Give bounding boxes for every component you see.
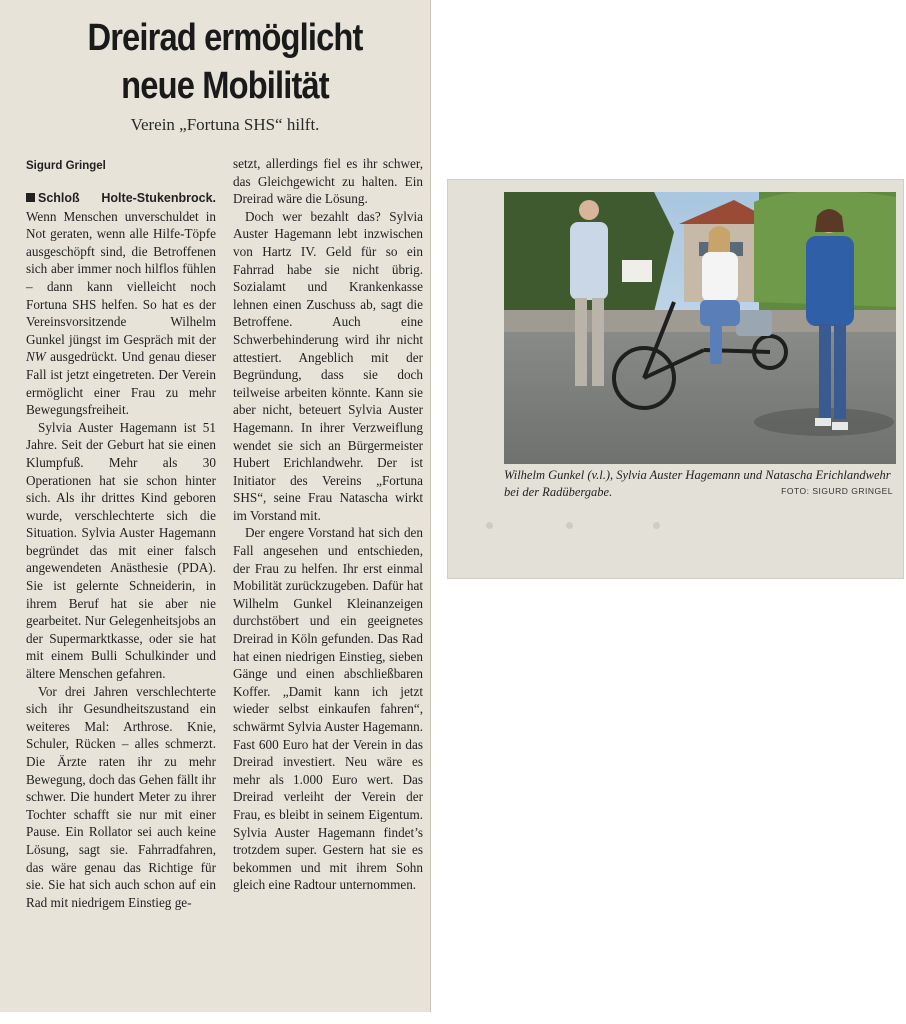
headline-line-1: Dreirad ermöglicht: [87, 17, 363, 59]
nw-abbreviation: NW: [26, 349, 46, 365]
paragraph-3-right: setzt, allerdings fiel es ihr schwer, das Gleichgewicht zu halten. Ein Dreirad wäre die Lösung.: [233, 156, 423, 207]
staple-hole: [653, 522, 660, 529]
headline-line-2: neue Mobilität: [121, 65, 329, 107]
article-column-left: [26, 189, 216, 911]
lead-paragraph: [26, 189, 216, 419]
dateline: Schloß Holte-Stukenbrock.: [38, 191, 216, 205]
photo-caption: Wilhelm Gunkel (v.l.), Sylvia Auster Hagemann und Natascha Erichlandwehr bei der Radübergabe.: [504, 468, 891, 499]
handover-photo-image: [504, 192, 896, 464]
lead-text-end: ausgedrückt. Und genau dieser Fall ist jetzt eingetreten. Der Verein ermöglicht einer Frau zu mehr Bewegungsfreiheit.: [26, 349, 217, 418]
staple-hole: [486, 522, 493, 529]
paragraph-5: Der engere Vorstand hat sich den Fall angesehen und entschieden, der Frau zu helfen. Ihr erst einmal Mobilität zurückzugeben. Dafür hat Wilhelm Gunkel Kleinanzeigen durchstöbert und ein geeignetes Dreirad in Köln gefunden. Das Rad hat einen niedrigen Einstieg, sieben Gänge und einen abschließbaren Koffer. „Damit kann ich jetzt wieder selbst einkaufen fahren“, schwärmt Sylvia Auster Hagemann. Fast 600 Euro hat der Verein in das Dreirad investiert. Neu wäre es mehr als 1.000 Euro wert. Das Dreirad verleiht der Verein der Frau, es bleibt in seinem Eigentum. Sylvia Auster Hagemann findet’s trotzdem super. Gestern hat sie es bekommen und mit ihrem Sohn gleich eine Radtour unternommen.: [233, 525, 423, 893]
paragraph-2: Sylvia Auster Hagemann ist 51 Jahre. Seit der Geburt hat sie einen Klumpfuß. Mehr als 30 Operationen hat sie schon hinter sich. Als ihr drittes Kind geboren wurde, verschlechterte sich die Situation. Sylvia Auster Hagemann begründet das mit einer falsch angewendeten Anästhesie (PDA). Sie ist gelernte Schneiderin, in ihrem Beruf hat sie aber nie gearbeitet. Nur Gelegenheitsjobs an der Supermarktkasse, oder sie hat mit einem Bulli Schulkinder und ältere Menschen gefahren.: [26, 419, 216, 682]
headline: [66, 14, 384, 110]
article-column-right: [233, 155, 423, 894]
handover-photo: [504, 192, 896, 464]
article-clipping: [0, 0, 430, 1012]
paragraph-4: Doch wer bezahlt das? Sylvia Auster Hagemann lebt inzwischen von Hartz IV. Geld für so ein Fahrrad habe sie nicht übrig. Sozialamt und Krankenkasse lehnen einen Zuschuss ab, sagt die Betroffene. Auch eine Schwerbehinderung wird ihr nicht attestiert. Angeblich mit der Begründung, dass sie doch teilweise arbeiten könnte. Kann sie aber nicht, beteuert Sylvia Auster Hagemann. In ihrer Verzweiflung wendet sie sich an Bürgermeister Hubert Erichlandwehr. Der ist Initiator des Vereins „Fortuna SHS“, seine Frau Natascha wirkt im Vorstand mit.: [233, 208, 423, 523]
dateline-square-icon: [26, 193, 35, 202]
subtitle: Verein „Fortuna SHS“ hilft.: [130, 115, 320, 134]
paragraph-3-left: Vor drei Jahren verschlechterte sich ihr Gesundheitszustand ein weiteres Mal: Arthrose. Knie, Schuler, Rücken – alles schmerzt. Die Ärzte raten ihr zu mehr Bewegung, doch das Gehen fällt ihr schwer. Die hundert Meter zu ihrer Tochter schafft sie nur mit einer Pause. Ein Rollator sei auch keine Lösung, sagt sie. Fahrradfahren, das wäre genau das Richtige für sie. Sie hat sich auch schon auf ein Rad mit niedrigem Einstieg ge-: [26, 683, 216, 910]
author-byline: Sigurd Gringel: [26, 160, 106, 172]
lead-text: Wenn Menschen unverschuldet in Not geraten, wenn alle Hilfe-Töpfe ausgeschöpft sind, die Betroffenen sich aber immer noch hilflos fühlen – dann kann vielleicht noch Fortuna SHS helfen. So hat es der Vereinsvorsitzende Wilhelm Gunkel jüngst im Gespräch mit der: [26, 208, 216, 347]
photo-credit: FOTO: SIGURD GRINGEL: [781, 486, 893, 496]
staple-hole: [566, 522, 573, 529]
photo-clipping: [448, 180, 903, 578]
